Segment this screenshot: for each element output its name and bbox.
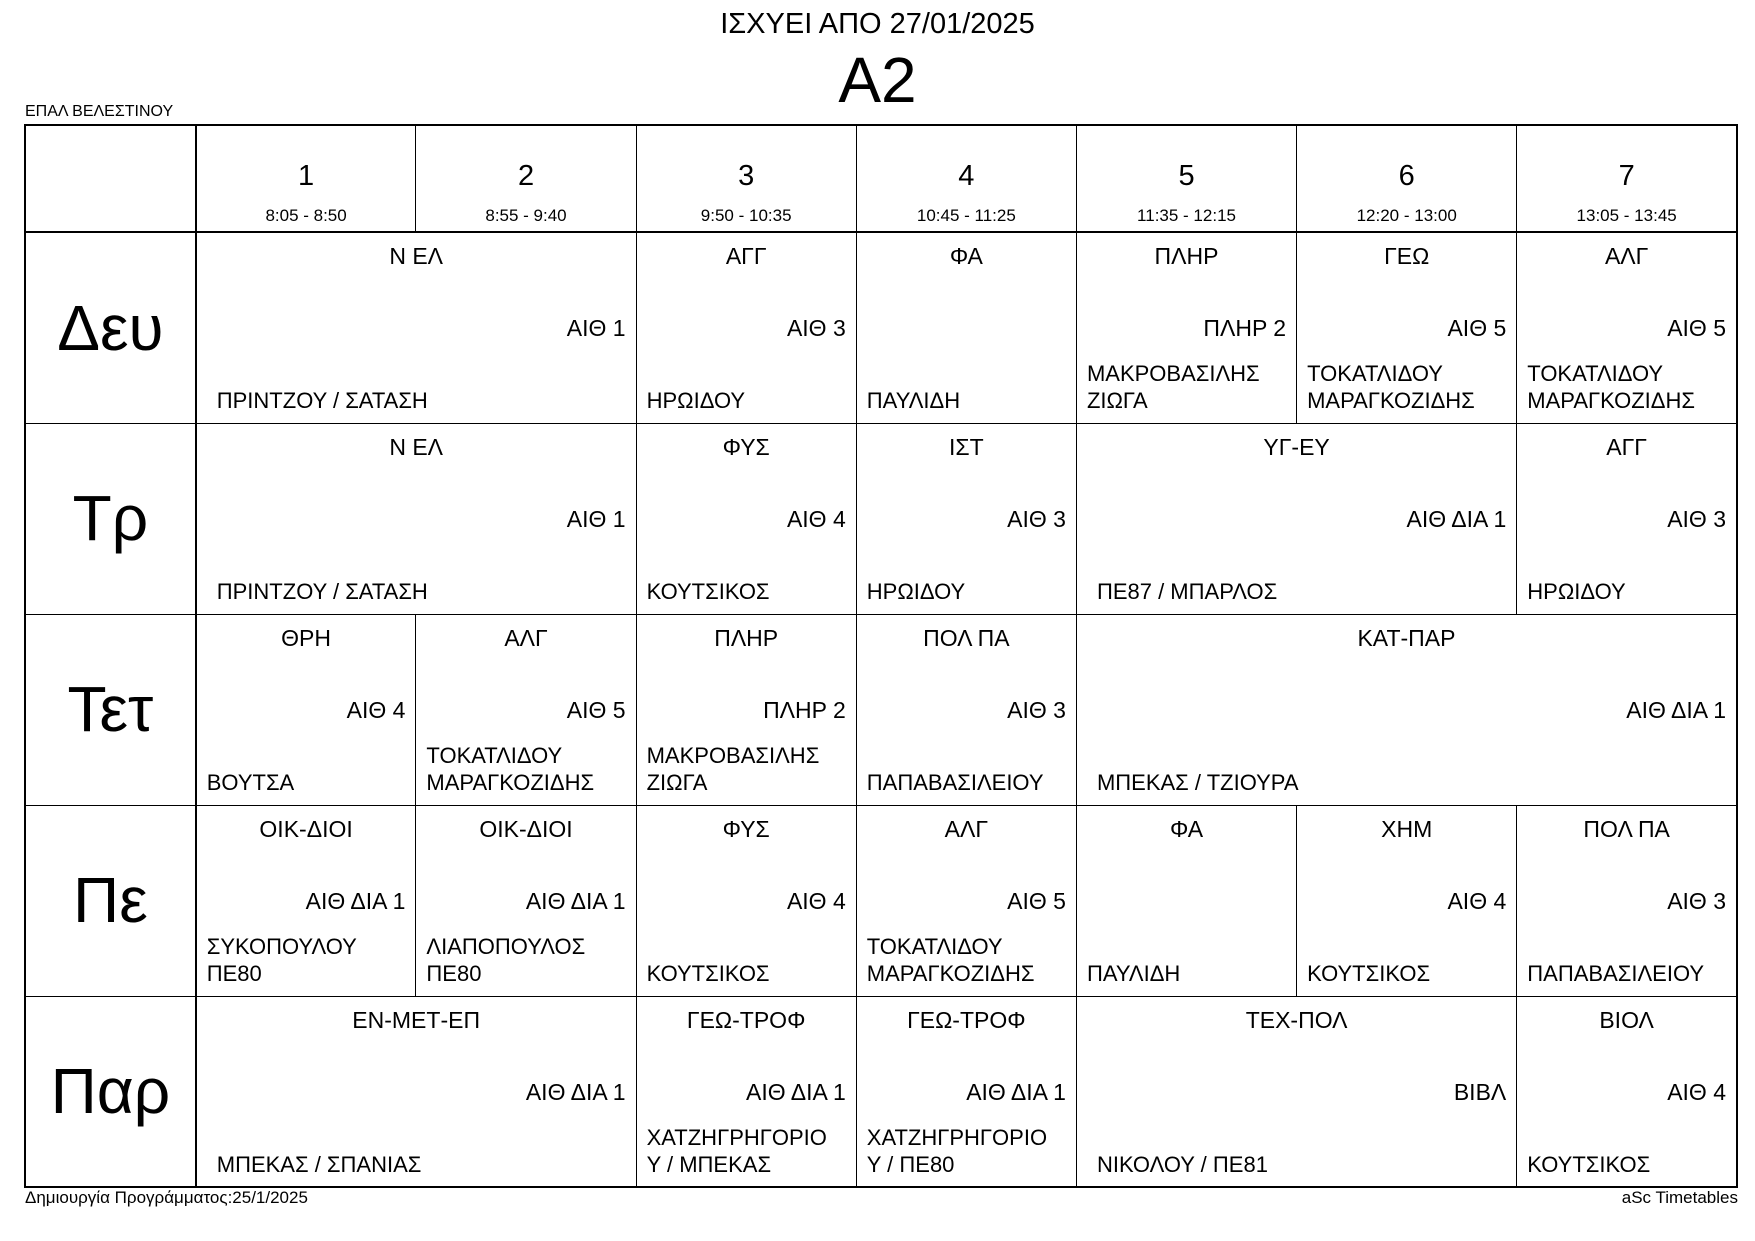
lesson-cell: [856, 423, 1076, 614]
lesson-teacher: ΤΟΚΑΤΛΙΔΟΥ ΜΑΡΑΓΚΟΖΙΔΗΣ: [426, 742, 595, 795]
lesson-room: ΑΙΘ ΔΙΑ 1: [305, 887, 406, 914]
lesson-teacher: ΗΡΩΙΔΟΥ: [1527, 578, 1626, 604]
lesson-subject: ΦΥΣ: [722, 433, 770, 460]
lesson-teacher: ΜΑΚΡΟΒΑΣΙΛΗΣ ΖΙΩΓΑ: [646, 742, 820, 795]
lesson-room: ΑΙΘ ΔΙΑ 1: [525, 1078, 626, 1105]
lesson-cell: [1517, 423, 1737, 614]
day-name: Δευ: [57, 291, 164, 364]
period-header-cell: [636, 125, 856, 232]
lesson-teacher: ΠΑΠΑΒΑΣΙΛΕΙΟΥ: [1527, 960, 1705, 986]
lesson-teacher: ΠΡΙΝΤΖΟΥ / ΣΑΤΑΣΗ: [216, 578, 428, 604]
lesson: [637, 424, 856, 613]
lesson: [857, 424, 1076, 613]
day-name: Τετ: [67, 673, 154, 745]
lesson-teacher: ΠΑΥΛΙΔΗ: [1086, 960, 1181, 986]
period-number: 3: [738, 160, 755, 192]
timetable-body: [25, 125, 1737, 1187]
lesson-cell: [636, 614, 856, 805]
creation-date: Δημιουργία Προγράμματος:25/1/2025: [25, 1188, 308, 1207]
lesson-cell: [636, 805, 856, 996]
lesson-subject: ΦΑ: [1170, 815, 1204, 842]
generator-credit: aSc Timetables: [1621, 1188, 1738, 1207]
lesson: [1297, 806, 1516, 995]
lesson-room: ΠΛΗΡ 2: [1203, 315, 1287, 341]
lesson-teacher: ΗΡΩΙΔΟΥ: [646, 388, 746, 413]
period-header-cell: [416, 125, 636, 232]
day-row: [25, 423, 1737, 614]
day-name-cell: [25, 805, 196, 996]
lesson-teacher: ΤΟΚΑΤΛΙΔΟΥ ΜΑΡΑΓΚΟΖΙΔΗΣ: [1527, 361, 1695, 413]
lesson: [1517, 806, 1736, 995]
period-time: 12:20 - 13:00: [1356, 206, 1457, 225]
period-header-cell: [1076, 125, 1296, 232]
lesson-room: ΑΙΘ 3: [1007, 696, 1066, 723]
lesson-cell: [196, 232, 636, 423]
lesson-cell: [1076, 232, 1296, 423]
lesson-room: ΑΙΘ 5: [1007, 887, 1066, 914]
lesson-subject: ΓΕΩ-ΤΡΟΦ: [686, 1006, 806, 1033]
period-header: [1077, 126, 1296, 231]
day-row: [25, 996, 1737, 1187]
lesson: [1517, 233, 1736, 422]
lesson-room: ΑΙΘ 4: [346, 696, 406, 723]
valid-from-date: ΙΣΧΥΕΙ ΑΠΟ 27/01/2025: [720, 8, 1035, 40]
school-name: ΕΠΑΛ ΒΕΛΕΣΤΙΝΟΥ: [25, 103, 174, 120]
lesson-cell: [1517, 996, 1737, 1187]
day-name: Πε: [73, 864, 148, 936]
lesson-room: ΑΙΘ ΔΙΑ 1: [525, 887, 626, 914]
lesson-room: ΑΙΘ 4: [786, 887, 846, 914]
day-name-cell: [25, 423, 196, 614]
lesson: [1077, 615, 1736, 804]
lesson-cell: [1517, 805, 1737, 996]
day-name: Παρ: [50, 1055, 171, 1127]
timetable: [24, 124, 1738, 1188]
corner-cell: [25, 125, 196, 232]
lesson-teacher: ΧΑΤΖΗΓΡΗΓΟΡΙΟ Υ / ΜΠΕΚΑΣ: [646, 1124, 827, 1177]
lesson: [857, 997, 1076, 1186]
period-header: [1517, 126, 1736, 231]
lesson: [1517, 424, 1736, 613]
period-number: 4: [958, 160, 975, 192]
lesson-cell: [196, 805, 416, 996]
lesson: [637, 615, 856, 804]
lesson-teacher: ΠΑΠΑΒΑΣΙΛΕΙΟΥ: [866, 769, 1044, 795]
period-header: [637, 126, 856, 231]
period-number: 5: [1178, 160, 1195, 192]
lesson: [857, 233, 1076, 422]
lesson: [1517, 997, 1736, 1186]
lesson-room: ΑΙΘ 1: [566, 505, 626, 532]
lesson-subject: ΑΓΓ: [1606, 433, 1647, 460]
lesson-teacher: ΜΠΕΚΑΣ / ΤΖΙΟΥΡΑ: [1096, 769, 1299, 795]
lesson-subject: ΠΛΗΡ: [714, 624, 779, 651]
lesson-room: ΑΙΘ 5: [1667, 315, 1726, 341]
day-name: Τρ: [72, 482, 149, 554]
lesson-subject: ΟΙΚ-ΔΙΟΙ: [479, 815, 573, 842]
lesson-subject: ΦΑ: [949, 243, 983, 269]
lesson-teacher: ΜΠΕΚΑΣ / ΣΠΑΝΙΑΣ: [216, 1151, 422, 1177]
lesson-teacher: ΝΙΚΟΛΟΥ / ΠΕ81: [1096, 1151, 1268, 1177]
day-name-cell: [25, 996, 196, 1187]
lesson-teacher: ΚΟΥΤΣΙΚΟΣ: [1307, 960, 1431, 986]
lesson-subject: ΕΝ-ΜΕΤ-ΕΠ: [352, 1006, 481, 1033]
lesson-cell: [636, 232, 856, 423]
lesson-room: ΑΙΘ ΔΙΑ 1: [1406, 505, 1507, 532]
lesson-teacher: ΛΙΑΠΟΠΟΥΛΟΣ ΠΕ80: [426, 933, 586, 986]
lesson-cell: [1076, 423, 1516, 614]
lesson: [416, 806, 635, 995]
lesson-subject: Ν ΕΛ: [389, 243, 444, 269]
period-time: 10:45 - 11:25: [916, 206, 1016, 225]
lesson: [1077, 424, 1516, 613]
lesson-cell: [636, 996, 856, 1187]
lesson-subject: ΠΟΛ ΠΑ: [923, 624, 1010, 651]
lesson-teacher: ΣΥΚΟΠΟΥΛΟΥ ΠΕ80: [206, 933, 357, 986]
lesson-cell: [196, 996, 636, 1187]
lesson: [637, 233, 856, 422]
lesson-room: ΑΙΘ 5: [566, 696, 626, 723]
lesson: [1077, 997, 1516, 1186]
lesson-room: ΑΙΘ 3: [1667, 887, 1726, 914]
lesson-teacher: ΤΟΚΑΤΛΙΔΟΥ ΜΑΡΑΓΚΟΖΙΔΗΣ: [1307, 361, 1475, 413]
period-number: 1: [298, 160, 315, 192]
lesson: [197, 615, 416, 804]
lesson-subject: ΘΡΗ: [281, 624, 331, 651]
lesson-room: ΑΙΘ ΔΙΑ 1: [966, 1078, 1066, 1105]
lesson-subject: ΙΣΤ: [949, 433, 984, 460]
period-header-cell: [856, 125, 1076, 232]
period-time: 8:05 - 8:50: [265, 206, 347, 225]
lesson-teacher: ΠΕ87 / ΜΠΑΡΛΟΣ: [1096, 578, 1278, 604]
lesson-cell: [1297, 232, 1517, 423]
day-name-cell: [25, 232, 196, 423]
period-time: 13:05 - 13:45: [1576, 206, 1677, 225]
lesson-room: ΒΙΒΛ: [1453, 1078, 1507, 1105]
period-time: 9:50 - 10:35: [700, 206, 792, 225]
lesson-cell: [1076, 805, 1296, 996]
lesson-subject: ΓΕΩ-ΤΡΟΦ: [907, 1006, 1026, 1033]
period-header: [1297, 126, 1516, 231]
lesson-room: ΠΛΗΡ 2: [763, 696, 846, 723]
day-row: [25, 232, 1737, 423]
period-header-cell: [1297, 125, 1517, 232]
lesson-subject: ΑΛΓ: [944, 815, 989, 842]
lesson-subject: ΚΑΤ-ΠΑΡ: [1357, 624, 1456, 651]
lesson: [197, 806, 416, 995]
period-time: 11:35 - 12:15: [1137, 206, 1236, 225]
lesson: [1077, 806, 1296, 995]
day-row: [25, 805, 1737, 996]
lesson: [416, 615, 635, 804]
lesson-subject: Ν ΕΛ: [389, 433, 444, 460]
lesson-cell: [1076, 996, 1516, 1187]
lesson-subject: ΥΓ-ΕΥ: [1263, 433, 1330, 460]
lesson-teacher: ΜΑΚΡΟΒΑΣΙΛΗΣ ΖΙΩΓΑ: [1086, 361, 1260, 413]
lesson-cell: [196, 614, 416, 805]
lesson-subject: ΒΙΟΛ: [1599, 1006, 1654, 1033]
lesson-teacher: ΠΡΙΝΤΖΟΥ / ΣΑΤΑΣΗ: [216, 388, 428, 413]
lesson: [637, 806, 856, 995]
lesson-room: ΑΙΘ 4: [1447, 887, 1507, 914]
lesson: [857, 615, 1076, 804]
lesson-subject: ΓΕΩ: [1384, 243, 1430, 269]
period-header: [416, 126, 635, 231]
lesson-teacher: ΚΟΥΤΣΙΚΟΣ: [1527, 1151, 1651, 1177]
period-number: 7: [1618, 160, 1635, 192]
lesson-cell: [196, 423, 636, 614]
lesson-teacher: ΚΟΥΤΣΙΚΟΣ: [646, 960, 770, 986]
lesson-subject: ΑΓΓ: [725, 243, 767, 269]
lesson: [197, 997, 636, 1186]
lesson-teacher: ΧΑΤΖΗΓΡΗΓΟΡΙΟ Υ / ΠΕ80: [866, 1124, 1048, 1177]
lesson-room: ΑΙΘ 5: [1447, 315, 1507, 341]
lesson-cell: [416, 805, 636, 996]
lesson-subject: ΟΙΚ-ΔΙΟΙ: [259, 815, 353, 842]
period-number: 6: [1398, 160, 1415, 192]
period-header-cell: [1517, 125, 1737, 232]
period-time: 8:55 - 9:40: [485, 206, 567, 225]
lesson: [197, 424, 636, 613]
day-row: [25, 614, 1737, 805]
lesson-room: ΑΙΘ 3: [1007, 505, 1066, 532]
lesson-teacher: ΠΑΥΛΙΔΗ: [866, 388, 961, 413]
class-name-title: Α2: [838, 44, 917, 116]
lesson-room: ΑΙΘ ΔΙΑ 1: [1626, 696, 1726, 723]
lesson-subject: ΠΟΛ ΠΑ: [1583, 815, 1670, 842]
lesson-cell: [1297, 805, 1517, 996]
lesson-room: ΑΙΘ 4: [786, 505, 846, 532]
lesson-cell: [416, 614, 636, 805]
lesson-subject: ΤΕΧ-ΠΟΛ: [1245, 1006, 1348, 1033]
lesson-teacher: ΤΟΚΑΤΛΙΔΟΥ ΜΑΡΑΓΚΟΖΙΔΗΣ: [866, 933, 1035, 986]
lesson: [857, 806, 1076, 995]
lesson-teacher: ΚΟΥΤΣΙΚΟΣ: [646, 578, 770, 604]
lesson-subject: ΑΛΓ: [1604, 243, 1649, 269]
period-number: 2: [517, 160, 535, 192]
lesson-cell: [1076, 614, 1737, 805]
lesson-cell: [636, 423, 856, 614]
lesson: [637, 997, 856, 1186]
day-name-cell: [25, 614, 196, 805]
lesson-cell: [856, 996, 1076, 1187]
lesson-teacher: ΒΟΥΤΣΑ: [206, 769, 295, 795]
lesson-subject: ΠΛΗΡ: [1154, 243, 1219, 269]
period-header-row: [25, 125, 1737, 232]
lesson-room: ΑΙΘ ΔΙΑ 1: [746, 1078, 846, 1105]
lesson-room: ΑΙΘ 4: [1667, 1078, 1726, 1105]
lesson-subject: ΧΗΜ: [1381, 815, 1433, 842]
lesson: [197, 233, 636, 422]
lesson-room: ΑΙΘ 3: [1667, 505, 1726, 532]
lesson-cell: [856, 805, 1076, 996]
period-header: [857, 126, 1076, 231]
lesson-teacher: ΗΡΩΙΔΟΥ: [866, 578, 966, 604]
lesson-room: ΑΙΘ 1: [566, 315, 626, 341]
period-header-cell: [196, 125, 416, 232]
lesson-cell: [856, 614, 1076, 805]
lesson: [1077, 233, 1296, 422]
lesson-subject: ΦΥΣ: [722, 815, 770, 842]
lesson-room: ΑΙΘ 3: [786, 315, 846, 341]
lesson-cell: [856, 232, 1076, 423]
period-header: [197, 126, 416, 231]
lesson: [1297, 233, 1516, 422]
lesson-subject: ΑΛΓ: [504, 624, 548, 651]
lesson-cell: [1517, 232, 1737, 423]
